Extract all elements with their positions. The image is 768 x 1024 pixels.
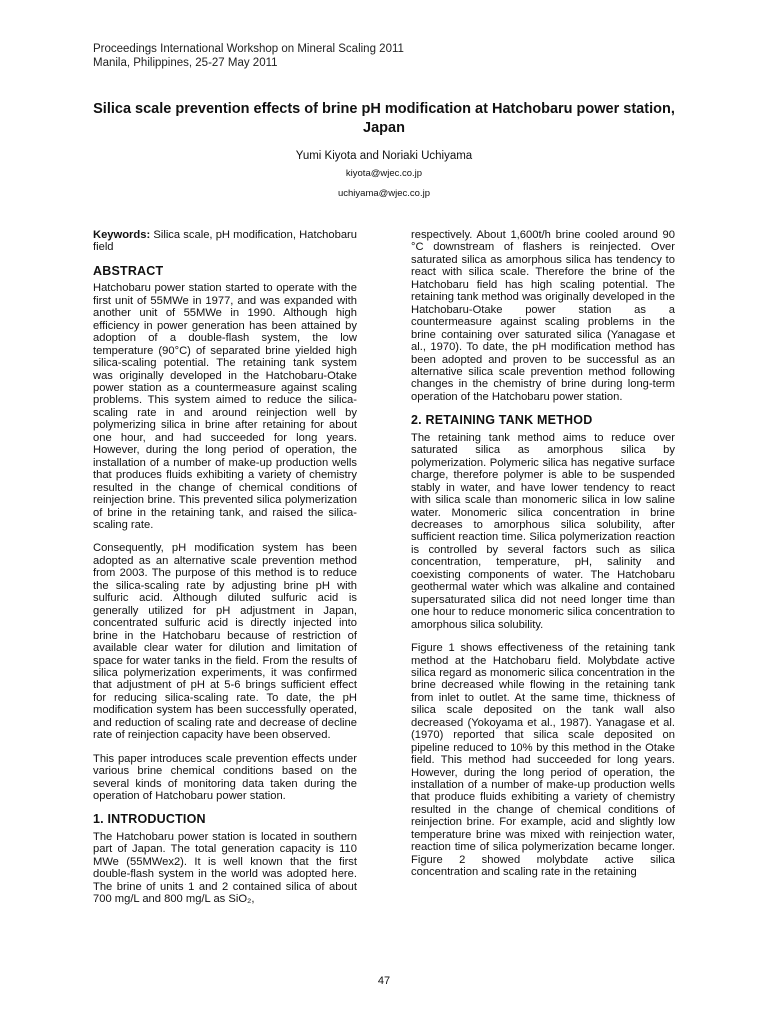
paper-title: Silica scale prevention effects of brine pH modification at Hatchobaru power station, Japan bbox=[93, 101, 675, 136]
email-1: kiyota@wjec.co.jp bbox=[345, 168, 423, 179]
introduction-paragraph-1: The Hatchobaru power station is located in southern part of Japan. The total generation capacity is 110 MWe (55MWex2). It is well known that the first double-flash system in the world was adopted here. The brine of units 1 and 2 contained silica of about 700 mg/L and 800 mg/L as SiO₂, bbox=[93, 830, 357, 906]
retaining-tank-heading: 2. RETAINING TANK METHOD bbox=[411, 413, 593, 428]
abstract-paragraph-1: Hatchobaru power station started to operate with the first unit of 55MWe in 1977, and was expanded with another unit of 55MWe in 1990. Although high efficiency in power generation has been attained by adoption of a double-flash system, the low temperature (90°C) of separated brine yielded high silica-scaling potential. The retaining tank system was originally developed in the Hatchobaru-Otake power station as a countermeasure against scaling problems. This system aimed to reduce the silica-scaling rate in and around reinjection well by polymerizing silica in brine after retaining for about one hour, and had succeeded for long years. However, during the long period of operation, the installation of a number of make-up production wells that produces fluids exhibiting a variety of chemistry resulted in the change of chemical conditions of reinjection brine. This prevented silica polymerization of brine in the retaining tank, and raised the silica-scaling rate. bbox=[93, 282, 357, 531]
keywords-text: Silica scale, pH modification, Hatchobaru field bbox=[93, 229, 358, 254]
left-column bbox=[93, 229, 357, 917]
introduction-heading: 1. INTRODUCTION bbox=[93, 812, 206, 827]
email-2: uchiyama@wjec.co.jp bbox=[337, 188, 430, 199]
keywords bbox=[93, 229, 357, 254]
header-line-1: Proceedings International Workshop on Mineral Scaling 2011 bbox=[93, 43, 404, 55]
abstract-paragraph-2: Consequently, pH modification system has been adopted as an alternative scale prevention method from 2003. The purpose of this method is to reduce the silica-scaling rate by adjusting brine pH with sulfuric acid. Although diluted sulfuric acid is generally utilized for pH adjustment in Japan, concentrated sulfuric acid is directly injected into brine in the Hatchobaru because of restriction of available clear water for dilution and limitation of space for water tanks in the field. From the results of silica polymerization experiments, it was confirmed that adjustment of pH at 5-6 brings sufficient effect for reducing silica-scaling rate. To date, the pH modification system has been successfully operated, and reduction of scaling rate and decrease of decline rate of reinjection capacity have been observed. bbox=[93, 542, 357, 742]
right-column bbox=[411, 229, 675, 890]
page-number: 47 bbox=[377, 975, 391, 987]
abstract-heading: ABSTRACT bbox=[93, 263, 164, 278]
header-line-2: Manila, Philippines, 25-27 May 2011 bbox=[93, 57, 278, 69]
retaining-tank-paragraph-2: Figure 1 shows effectiveness of the retaining tank method at the Hatchobaru field. Molybdate active silica regard as monomeric silica concentration in the brine decreased while flowing in the retaining tank from inlet to outlet. At the same time, thickness of silica scale deposited on the tank wall also decreased (Yokoyama et al., 1987). Yanagase et al. (1970) reported that silica scale deposited on pipeline reduced to 10% by this method in the Otake field. This method had succeeded for long years. However, during the long period of operation, the installation of a number of make-up production wells that produce fluids exhibiting a variety of chemistry resulted in the change of chemical conditions of reinjection brine. For example, acid and slightly low temperature brine was mixed with reinjection water, reaction time of silica polymerization became longer. Figure 2 showed molybdate active silica concentration and scaling rate in the retaining bbox=[411, 642, 675, 879]
introduction-paragraph-continued: respectively. About 1,600t/h brine cooled around 90 °C downstream of flashers is reinjected. Over saturated silica as amorphous silica has tendency to react with silica scale. Therefore the brine of the Hatchobaru field has high scaling potential. The retaining tank method was originally developed in the Hatchobaru-Otake power station as a countermeasure against scaling problems in the brine containing over saturated silica (Yanagase et al., 1970). To date, the pH modification method has been adopted and proven to be successful as an alternative silica scale prevention method following changes in the chemistry of brine during long-term operation of the Hatchobaru power station. bbox=[411, 229, 675, 403]
retaining-tank-paragraph-1: The retaining tank method aims to reduce over saturated silica as amorphous silica by polymerization. Polymeric silica has negative surface charge, therefore polymer is able to be suspended stably in water, and have lower tendency to react with silica scale than monomeric silica in low saline water. Monomeric silica concentration in brine decreases to amorphous silica solubility, after sufficient reaction time. Silica polymerization reaction is controlled by several factors such as silica concentration, temperature, pH, salinity and coexisting components of water. The Hatchobaru geothermal water which was alkaline and contained supersaturated silica did not need longer time than one hour to reduce monomeric silica concentration to amorphous silica solubility. bbox=[411, 431, 675, 631]
proceedings-header bbox=[93, 42, 404, 70]
keywords-label: Keywords: bbox=[93, 229, 151, 241]
abstract-paragraph-3: This paper introduces scale prevention effects under various brine chemical conditions based on the several kinds of monitoring data taken during the operation of Hatchobaru power station. bbox=[93, 752, 357, 803]
authors: Yumi Kiyota and Noriaki Uchiyama bbox=[295, 150, 473, 162]
